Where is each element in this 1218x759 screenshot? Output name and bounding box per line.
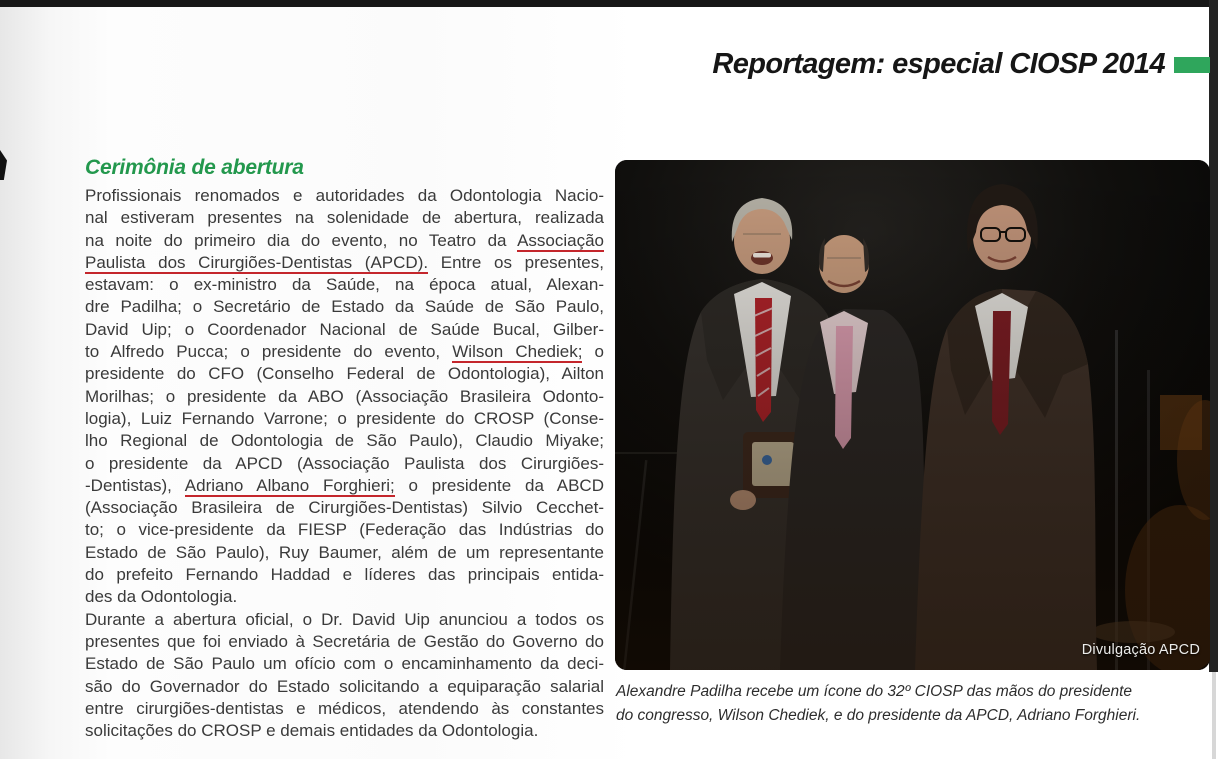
- red-underlined-name: Paulista dos Cirurgiões-Dentistas (APCD).: [85, 252, 429, 272]
- body-text-segment: o presidente da ABCD: [394, 475, 604, 495]
- body-text-segment: logia), Luiz Fernando Varrone; o presidente do CROSP (Conse-: [85, 408, 604, 428]
- body-line: [85, 252, 604, 274]
- article-column: [85, 156, 604, 742]
- body-line: [85, 497, 604, 519]
- body-line: [85, 230, 604, 252]
- body-text-segment: Estado de São Paulo), Ruy Baumer, além de um representante: [85, 542, 604, 562]
- body-text-segment: presidente do CFO (Conselho Federal de Odontologia), Ailton: [85, 364, 604, 384]
- photo-credit: Divulgação APCD: [1081, 642, 1200, 658]
- body-text-segment: do prefeito Fernando Haddad e líderes das principais entida-: [85, 565, 604, 585]
- body-text-segment: Profissionais renomados e autoridades da Odontologia Nacio-: [85, 186, 604, 205]
- body-line: [85, 676, 604, 698]
- page-title: Reportagem: especial CIOSP 2014: [712, 48, 1165, 80]
- body-line: [85, 519, 604, 541]
- body-text-segment: to Alfredo Pucca; o presidente do evento,: [85, 342, 453, 362]
- body-line: [85, 408, 604, 430]
- body-line: [85, 609, 604, 631]
- body-text-segment: estavam: o ex-ministro da Saúde, na época atual, Alexan-: [85, 275, 604, 295]
- body-text-segment: na noite do primeiro dia do evento, no Teatro da: [85, 230, 518, 250]
- photo-caption-line2: do congresso, Wilson Chediek, e do presidente da APCD, Adriano Forghieri.: [616, 707, 1141, 724]
- body-line: [85, 274, 604, 296]
- body-text-segment: to; o vice-presidente da FIESP (Federação das Indústrias do: [85, 520, 604, 540]
- body-line: [85, 430, 604, 452]
- body-text-segment: nal estiveram presentes na solenidade de abertura, realizada: [85, 208, 604, 228]
- red-underlined-name: Adriano Albano Forghieri;: [184, 475, 395, 495]
- red-underlined-name: Wilson Chediek;: [452, 342, 583, 362]
- article-heading: Cerimônia de abertura: [85, 156, 304, 179]
- body-text-segment: Estado de São Paulo um ofício com o encaminhamento da deci-: [85, 654, 604, 674]
- body-line: [85, 341, 604, 363]
- body-line: [85, 207, 604, 229]
- body-line: [85, 698, 604, 720]
- body-text-segment: entre cirurgiões-dentistas e médicos, atendendo às constantes: [85, 698, 604, 718]
- body-line: [85, 653, 604, 675]
- body-line: [85, 363, 604, 385]
- body-line: [85, 319, 604, 341]
- body-line: [85, 386, 604, 408]
- photo-caption-line1: Alexandre Padilha recebe um ícone do 32º CIOSP das mãos do presidente: [616, 683, 1133, 700]
- body-line: [85, 185, 604, 207]
- body-text-segment: Morilhas; o presidente da ABO (Associação Brasileira Odonto-: [85, 386, 604, 406]
- body-text-segment: dre Padilha; o Secretário de Estado da Saúde de São Paulo,: [85, 297, 604, 317]
- body-line: [85, 631, 604, 653]
- right-edge-strip-light: [1212, 672, 1216, 759]
- top-edge-bar: [0, 0, 1218, 7]
- body-text-segment: David Uip; o Coordenador Nacional de Saúde Bucal, Gilber-: [85, 319, 604, 339]
- body-text-segment: des da Odontologia.: [85, 587, 238, 607]
- body-text-segment: solicitações do CROSP e demais entidades da Odontologia.: [85, 721, 539, 741]
- body-text-segment: (Associação Brasileira de Cirurgiões-Dentistas) Silvio Cecchet-: [85, 498, 604, 518]
- body-line: [85, 586, 604, 608]
- body-text-segment: são do Governador do Estado solicitando a equiparação salarial: [85, 676, 604, 696]
- red-underlined-name: Associação: [517, 230, 604, 250]
- article-body: [85, 185, 604, 742]
- ceremony-photo: [615, 160, 1210, 670]
- body-text-segment: -Dentistas),: [85, 475, 185, 495]
- body-text-segment: o presidente da APCD (Associação Paulista dos Cirurgiões-: [85, 453, 604, 473]
- body-line: [85, 720, 604, 742]
- body-text-segment: lho Regional de Odontologia de São Paulo), Claudio Miyake;: [85, 431, 604, 451]
- body-line: [85, 564, 604, 586]
- body-text-segment: o: [582, 342, 605, 362]
- body-text-segment: Entre os presentes,: [428, 252, 604, 272]
- right-edge-strip: [1209, 0, 1218, 672]
- body-line: [85, 296, 604, 318]
- body-line: [85, 542, 604, 564]
- body-text-segment: Durante a abertura oficial, o Dr. David Uip anunciou a todos os: [85, 609, 604, 629]
- photo-caption: [616, 680, 1210, 728]
- body-text-segment: presentes que foi enviado à Secretária de Gestão do Governo do: [85, 631, 604, 651]
- body-line: [85, 475, 604, 497]
- green-accent-bar: [1174, 57, 1210, 73]
- left-edge-scan-artifact: [0, 150, 7, 180]
- body-line: [85, 453, 604, 475]
- ceremony-photo-illustration: [615, 160, 1210, 670]
